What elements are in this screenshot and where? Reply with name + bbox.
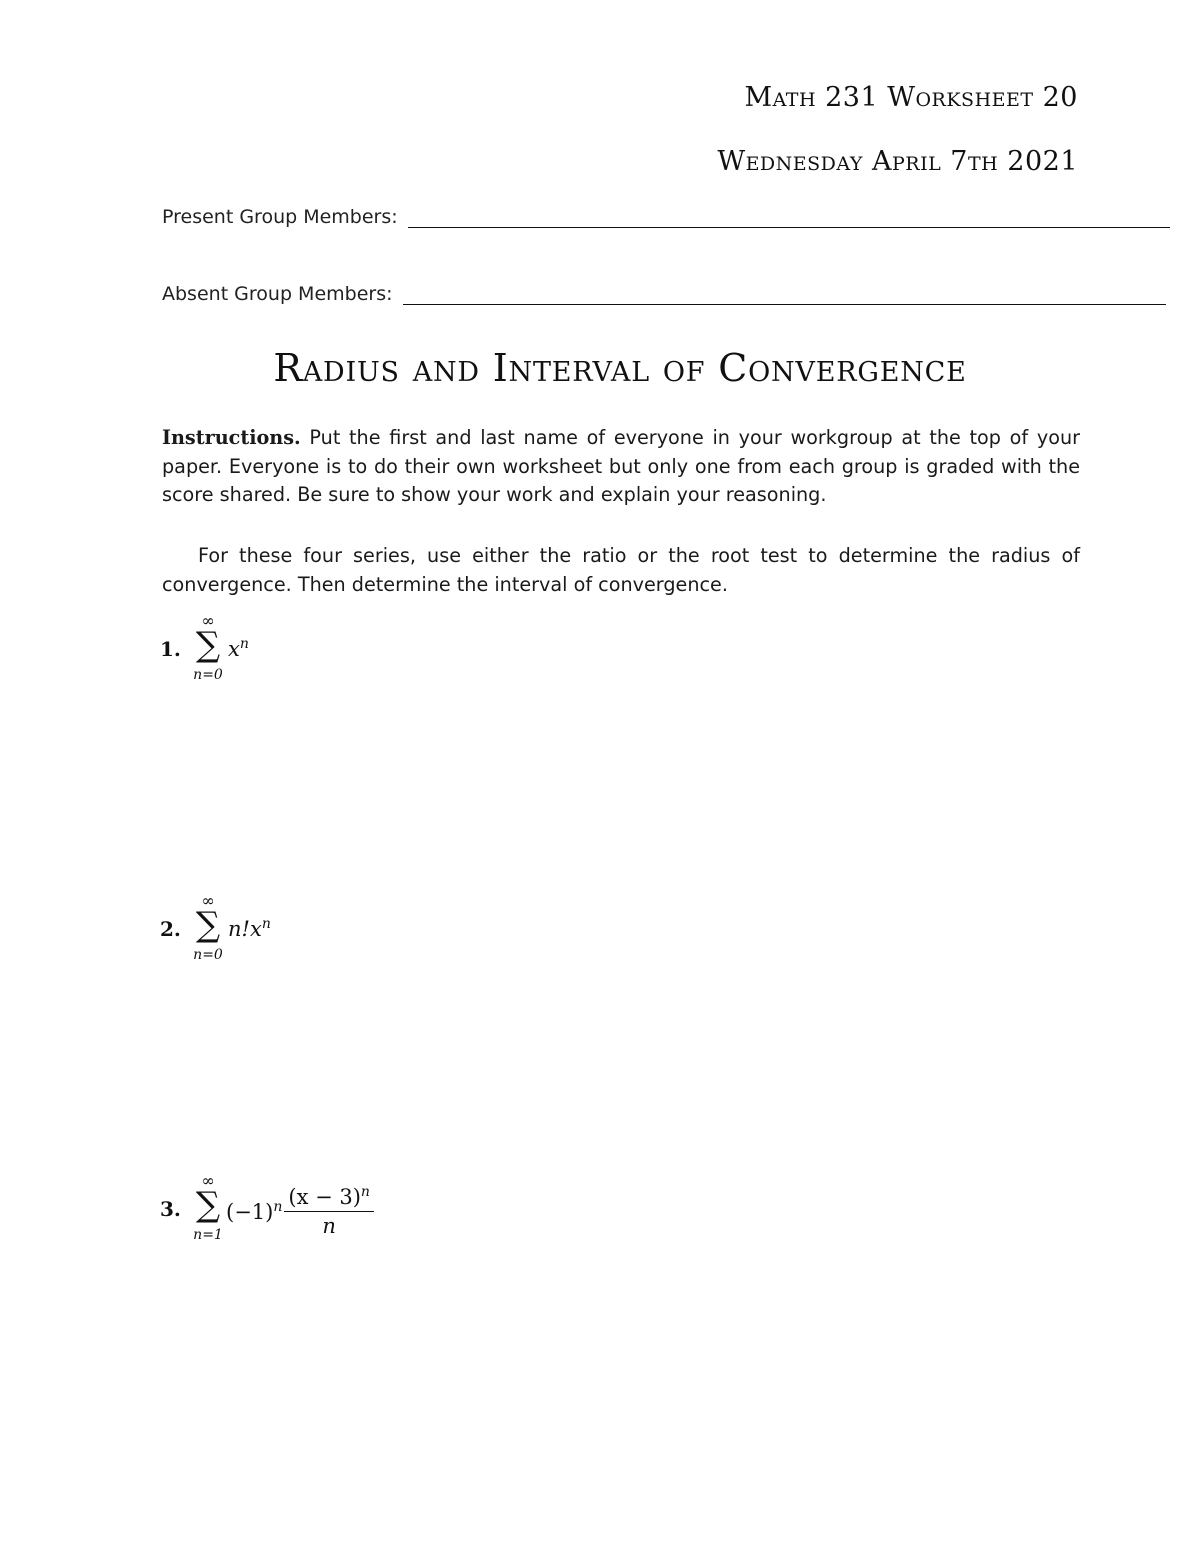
fraction-denominator: n xyxy=(322,1214,336,1238)
term-exponent: n xyxy=(261,916,271,932)
absent-members-label: Absent Group Members: xyxy=(162,283,393,305)
sign-factor-base: (−1) xyxy=(226,1199,274,1224)
date-heading: Wednesday April 7th 2021 xyxy=(717,146,1078,177)
fraction xyxy=(284,1184,374,1238)
sigma-symbol: ∑ xyxy=(195,625,221,665)
instructions-paragraph xyxy=(162,424,1080,510)
numerator-base: (x − 3) xyxy=(288,1185,361,1209)
numerator-exponent: n xyxy=(360,1184,370,1200)
sum-upper-limit: ∞ xyxy=(201,891,215,910)
sign-factor xyxy=(226,1199,282,1224)
summation xyxy=(188,892,228,972)
term-exponent: n xyxy=(239,636,249,652)
term-base: x xyxy=(228,637,240,661)
sign-factor-exponent: n xyxy=(273,1198,283,1215)
sum-lower-limit: n=0 xyxy=(193,667,223,683)
problem-number: 3. xyxy=(160,1197,181,1221)
absent-members-blank-line[interactable] xyxy=(403,286,1166,305)
sum-lower-limit: n=0 xyxy=(193,947,223,963)
summation xyxy=(188,1172,228,1252)
fraction-numerator xyxy=(284,1184,374,1212)
present-members-label: Present Group Members: xyxy=(162,206,398,228)
sum-upper-limit: ∞ xyxy=(201,611,215,630)
instructions-text: Put the first and last name of everyone in your workgroup at the top of your paper. Everyone is to do their own worksheet but only one from each group is graded with the score shared. Be sure to show your work and explain your reasoning. xyxy=(162,426,1080,506)
directions-paragraph: For these four series, use either the ratio or the root test to determine the radius of convergence. Then determine the interval of convergence. xyxy=(162,544,1080,596)
term-base: n!x xyxy=(228,917,262,941)
series-term xyxy=(226,1184,374,1238)
course-heading: Math 231 Worksheet 20 xyxy=(744,82,1078,113)
problem-number: 2. xyxy=(160,917,181,941)
sigma-symbol: ∑ xyxy=(195,1185,221,1225)
sum-lower-limit: n=1 xyxy=(193,1227,223,1243)
problem-number: 1. xyxy=(160,637,181,661)
series-term xyxy=(228,636,249,661)
present-members-blank-line[interactable] xyxy=(408,209,1170,228)
sum-upper-limit: ∞ xyxy=(201,1171,215,1190)
sigma-symbol: ∑ xyxy=(195,905,221,945)
instructions-lead: Instructions. xyxy=(162,426,301,449)
series-term xyxy=(228,916,271,941)
summation xyxy=(188,612,228,692)
absent-members-field xyxy=(162,283,1166,305)
present-members-field xyxy=(162,206,1170,228)
worksheet-title: Radius and Interval of Convergence xyxy=(273,346,967,390)
